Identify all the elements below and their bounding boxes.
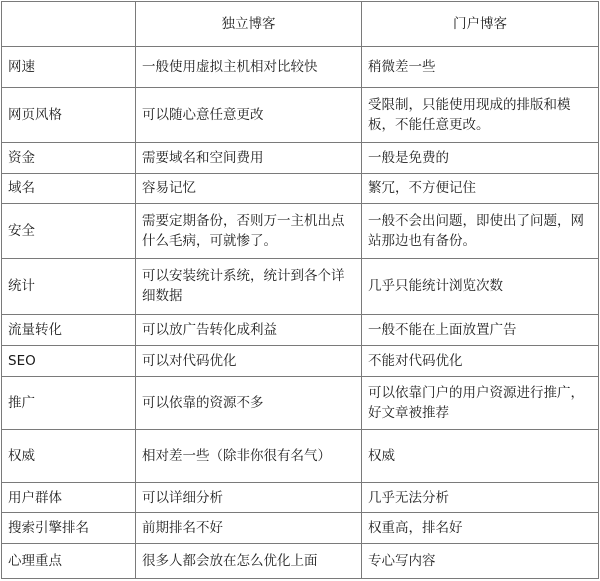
table-row: [2, 204, 599, 259]
portal-cell: 一般是免费的: [362, 143, 599, 173]
table-row: [2, 258, 599, 314]
portal-cell: 几乎无法分析: [362, 483, 599, 512]
independent-cell: 容易记忆: [136, 173, 362, 203]
independent-cell: 可以依靠的资源不多: [136, 376, 362, 429]
independent-cell: 可以安装统计系统，统计到各个详细数据: [136, 258, 362, 314]
row-label: 用户群体: [2, 483, 136, 512]
portal-cell: 受限制，只能使用现成的排版和模板，不能任意更改。: [362, 88, 599, 143]
table-row: [2, 143, 599, 173]
independent-cell: 需要定期备份，否则万一主机出点什么毛病，可就惨了。: [136, 204, 362, 259]
independent-cell: 一般使用虚拟主机相对比较快: [136, 46, 362, 88]
row-label: 推广: [2, 376, 136, 429]
row-label: 心理重点: [2, 544, 136, 579]
row-label: 统计: [2, 258, 136, 314]
table-row: [2, 88, 599, 143]
table-row: [2, 346, 599, 376]
table-row: [2, 173, 599, 203]
row-label: SEO: [2, 346, 136, 376]
portal-cell: 可以依靠门户的用户资源进行推广，好文章被推荐: [362, 376, 599, 429]
row-label: 流量转化: [2, 314, 136, 345]
row-label: 搜索引擎排名: [2, 512, 136, 543]
independent-cell: 需要域名和空间费用: [136, 143, 362, 173]
row-label: 网页风格: [2, 88, 136, 143]
portal-cell: 一般不会出问题，即使出了问题，网站那边也有备份。: [362, 204, 599, 259]
header-cell-independent-blog: 独立博客: [136, 2, 362, 47]
independent-cell: 很多人都会放在怎么优化上面: [136, 544, 362, 579]
header-cell-corner: [2, 2, 136, 47]
portal-cell: 权重高，排名好: [362, 512, 599, 543]
table-row: [2, 376, 599, 429]
independent-cell: 可以详细分析: [136, 483, 362, 512]
table-row: [2, 429, 599, 483]
portal-cell: 稍微差一些: [362, 46, 599, 88]
independent-cell: 可以随心意任意更改: [136, 88, 362, 143]
row-label: 安全: [2, 204, 136, 259]
portal-cell: 不能对代码优化: [362, 346, 599, 376]
table-row: [2, 512, 599, 543]
portal-cell: 一般不能在上面放置广告: [362, 314, 599, 345]
table-row: [2, 544, 599, 579]
table-row: [2, 483, 599, 512]
comparison-table: [1, 1, 599, 579]
row-label: 权威: [2, 429, 136, 483]
table-row: [2, 314, 599, 345]
independent-cell: 可以对代码优化: [136, 346, 362, 376]
independent-cell: 前期排名不好: [136, 512, 362, 543]
portal-cell: 繁冗，不方便记住: [362, 173, 599, 203]
portal-cell: 几乎只能统计浏览次数: [362, 258, 599, 314]
portal-cell: 权威: [362, 429, 599, 483]
independent-cell: 相对差一些（除非你很有名气）: [136, 429, 362, 483]
independent-cell: 可以放广告转化成利益: [136, 314, 362, 345]
table-row: [2, 46, 599, 88]
row-label: 网速: [2, 46, 136, 88]
table-header-row: [2, 2, 599, 47]
row-label: 域名: [2, 173, 136, 203]
header-cell-portal-blog: 门户博客: [362, 2, 599, 47]
portal-cell: 专心写内容: [362, 544, 599, 579]
row-label: 资金: [2, 143, 136, 173]
